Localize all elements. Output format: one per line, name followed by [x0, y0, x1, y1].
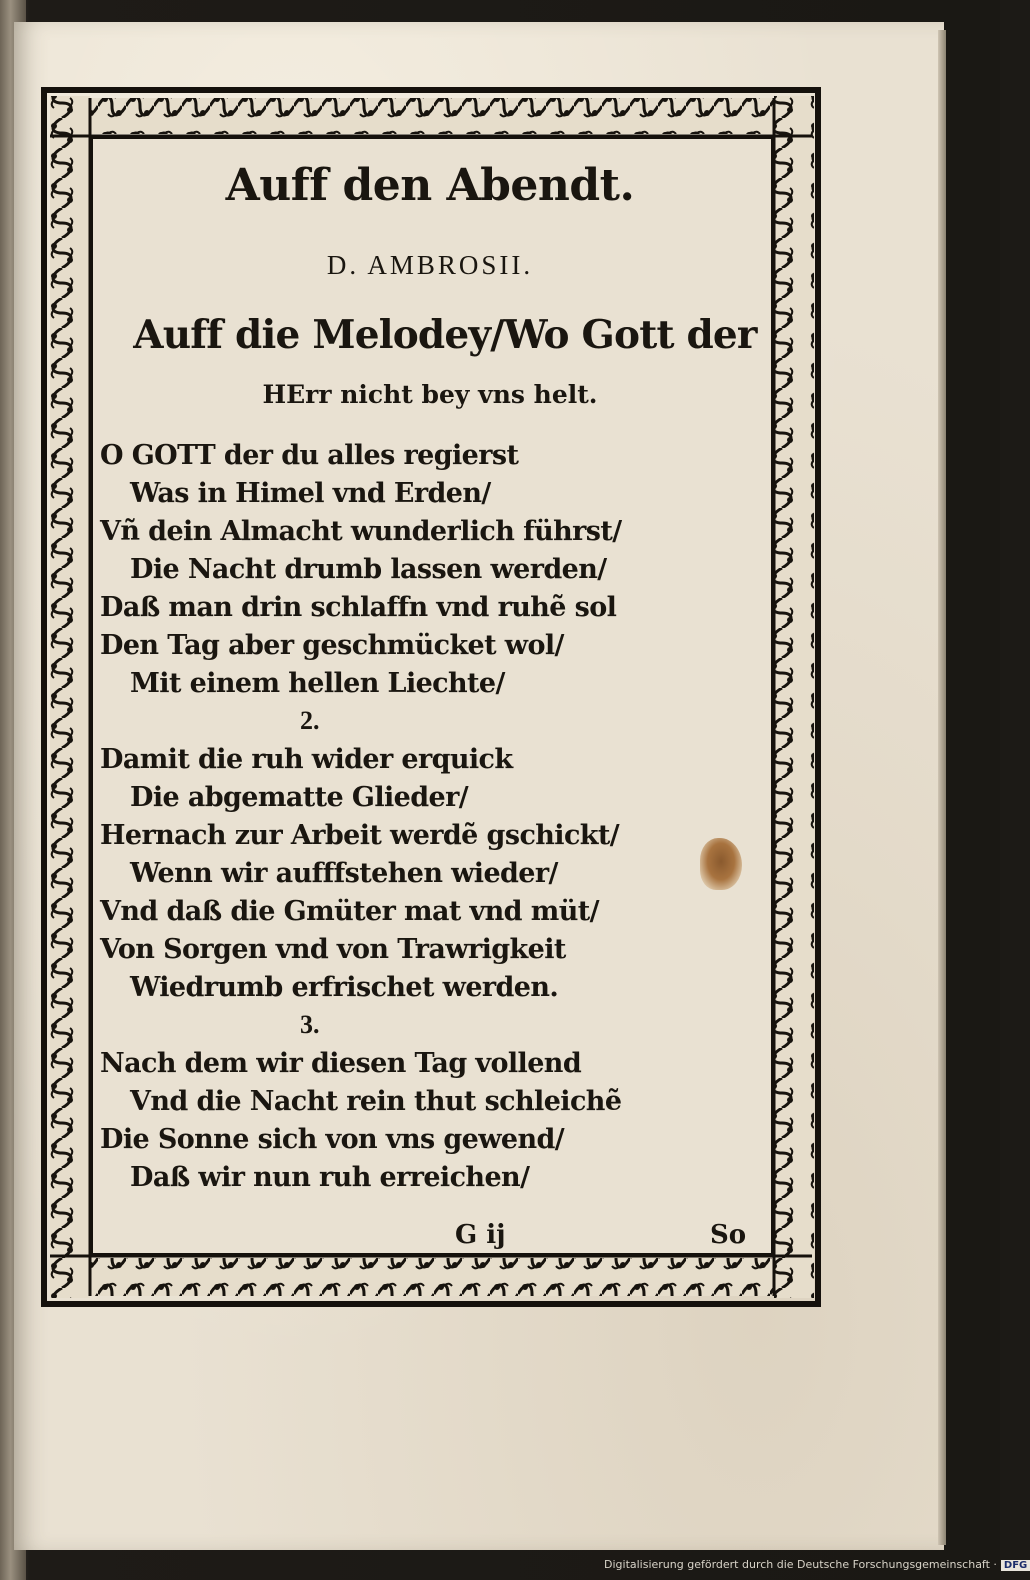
verse-number: 3. — [300, 1010, 320, 1039]
page-stain — [700, 838, 742, 890]
credit-text: Digitalisierung gefördert durch die Deutsche Forschungsgemeinschaft · — [604, 1558, 997, 1571]
author-line: D. AMBROSII. — [326, 250, 534, 280]
catchword: So — [710, 1220, 747, 1250]
verse-line: Vñ dein Almacht wunderlich führst/ — [100, 516, 622, 547]
verse-line: Hernach zur Arbeit werdẽ gschickt/ — [100, 820, 620, 851]
verse-line: Was in Himel vnd Erden/ — [130, 478, 491, 509]
verse-line: Nach dem wir diesen Tag vollend — [100, 1048, 582, 1079]
verse-line: Mit einem hellen Liechte/ — [130, 668, 505, 699]
verse-line: Die Nacht drumb lassen werden/ — [130, 554, 607, 585]
melody-instruction-line-2: HErr nicht bey vns helt. — [262, 380, 598, 409]
verse-line: Wiedrumb erfrischet werden. — [130, 972, 559, 1003]
melody-instruction-line-1: Auff die Melodey/Wo Gott der — [133, 312, 757, 358]
verse-line: Vnd die Nacht rein thut schleichẽ — [130, 1086, 622, 1117]
verse-line: Den Tag aber geschmücket wol/ — [100, 630, 564, 661]
verse-line: Die Sonne sich von vns gewend/ — [100, 1124, 565, 1155]
dfg-logo-icon: DFG — [1001, 1560, 1030, 1571]
digitization-credit — [604, 1558, 1028, 1576]
verse-line: Daß wir nun ruh erreichen/ — [130, 1162, 530, 1193]
verse-line: Vnd daß die Gmüter mat vnd müt/ — [100, 896, 599, 927]
verse-line: Daß man drin schlaffn vnd ruhẽ sol — [100, 592, 617, 623]
page-right-edge — [938, 30, 946, 1545]
verse-line: Die abgematte Glieder/ — [130, 782, 468, 813]
verse-line: Wenn wir aufffstehen wieder/ — [130, 858, 558, 889]
hymn-title: Auff den Abendt. — [225, 160, 635, 211]
signature-mark: G ij — [455, 1220, 506, 1250]
verse-line: O GOTT der du alles regierst — [100, 440, 519, 471]
verse-line: Von Sorgen vnd von Trawrigkeit — [100, 934, 566, 965]
verse-number: 2. — [300, 706, 320, 735]
verse-line: Damit die ruh wider erquick — [100, 744, 513, 775]
